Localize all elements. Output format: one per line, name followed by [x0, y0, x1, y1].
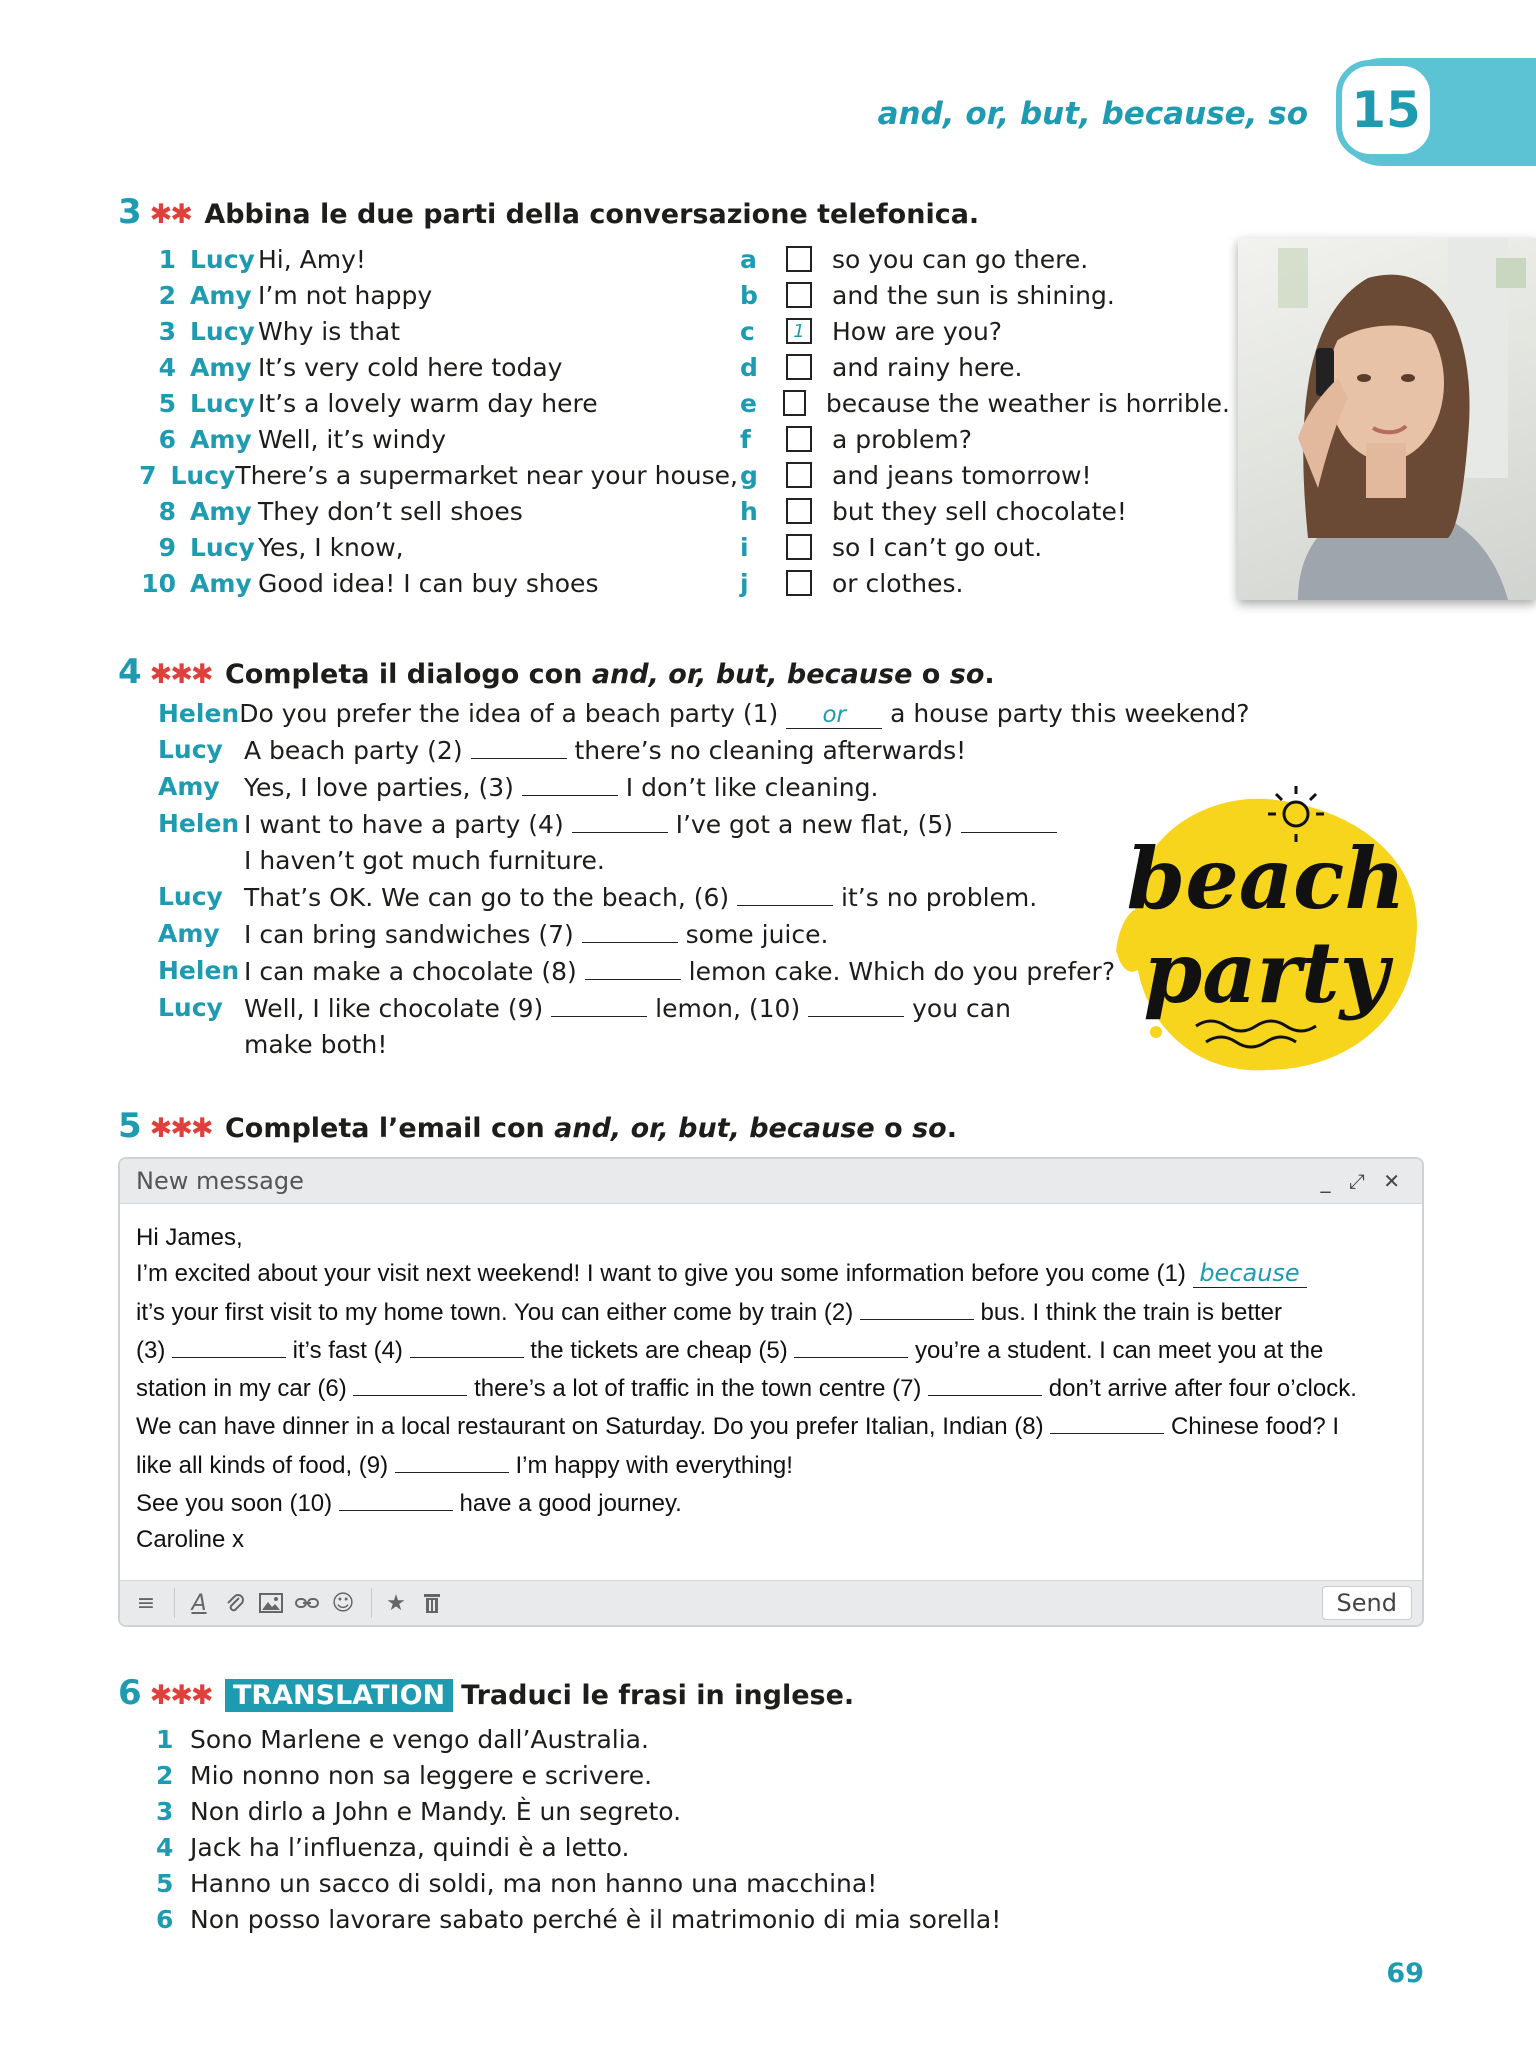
line-text: so I can’t go out.	[832, 532, 1043, 562]
email-line	[136, 1256, 1406, 1292]
item-number: 1	[156, 1725, 174, 1754]
exercise-instruction: Traduci le frasi in inglese.	[461, 1680, 855, 1711]
speaker: Amy	[190, 568, 252, 598]
exercise-number: 3	[118, 192, 142, 232]
list-item	[156, 1902, 1001, 1938]
email-text: have a good journey.	[452, 1490, 682, 1518]
email-blank-1[interactable]: because	[1193, 1261, 1307, 1288]
speaker: Amy	[158, 772, 220, 801]
line-text: Do you prefer the idea of a beach party (1)	[239, 699, 787, 728]
answer-box[interactable]	[786, 426, 812, 452]
dialogue-line	[158, 879, 1158, 916]
list-item	[156, 1758, 1001, 1794]
line-text: there’s no cleaning afterwards!	[566, 736, 967, 765]
answer-box[interactable]	[786, 570, 812, 596]
list-item	[156, 1722, 1001, 1758]
line-text: lemon cake. Which do you prefer?	[680, 957, 1116, 986]
woman-on-phone-illustration	[1238, 238, 1536, 600]
instruction-text: .	[984, 659, 995, 690]
answer-box[interactable]	[786, 246, 812, 272]
blank-9[interactable]	[551, 990, 647, 1017]
exercise-6-heading	[118, 1673, 854, 1713]
difficulty-stars: ✱✱	[149, 199, 191, 230]
list-item	[138, 457, 738, 493]
line-text: How are you?	[832, 316, 1003, 346]
exercise-5-heading	[118, 1106, 957, 1146]
link-icon[interactable]	[291, 1587, 323, 1619]
item-number: 6	[158, 424, 176, 454]
email-window	[118, 1157, 1424, 1627]
text-format-icon[interactable]: A	[191, 1590, 207, 1616]
list-item	[138, 493, 738, 529]
line-text: and jeans tomorrow!	[832, 460, 1092, 490]
dialogue-line	[158, 732, 1158, 769]
exercise-instruction: Abbina le due parti della conversazione telefonica.	[204, 199, 980, 230]
window-title: New message	[136, 1167, 304, 1195]
item-letter: f	[740, 424, 751, 454]
line-text: That’s OK. We can go to the beach, (6)	[244, 883, 738, 912]
instruction-keywords: and, or, but, because	[554, 1113, 875, 1144]
list-item	[740, 529, 1230, 565]
item-number: 3	[158, 316, 176, 346]
blank-6[interactable]	[737, 879, 833, 906]
line-text: I want to have a party (4)	[244, 810, 572, 839]
blank-4[interactable]	[572, 806, 668, 833]
dialogue-line	[158, 1027, 1158, 1063]
email-title-bar	[120, 1159, 1422, 1204]
conversation-first-parts	[138, 241, 738, 601]
line-text: some juice.	[677, 920, 829, 949]
speaker: Lucy	[158, 993, 223, 1022]
line-text: I can bring sandwiches (7)	[244, 920, 582, 949]
item-letter: b	[740, 280, 758, 310]
answer-box[interactable]: 1	[786, 318, 812, 344]
line-text: I’ve got a new flat, (5)	[667, 810, 961, 839]
instruction-text: o	[874, 1113, 913, 1144]
difficulty-stars: ✱✱✱	[149, 659, 212, 690]
email-blank-4[interactable]	[410, 1331, 524, 1358]
list-item	[740, 421, 1230, 457]
email-toolbar	[120, 1580, 1422, 1625]
email-blank-9[interactable]	[395, 1446, 509, 1473]
list-item	[740, 457, 1230, 493]
speaker: Amy	[190, 424, 252, 454]
line-text: Well, I like chocolate (9)	[244, 994, 552, 1023]
line-text: because the weather is horrible.	[825, 388, 1230, 418]
item-number: 8	[158, 496, 176, 526]
dialogue-line	[158, 769, 1158, 806]
line-text: lemon, (10)	[647, 994, 809, 1023]
dialogue-line	[158, 806, 1158, 843]
send-button[interactable]: Send	[1322, 1586, 1412, 1620]
speaker: Helen	[158, 956, 240, 985]
beach-party-splash	[1096, 770, 1436, 1090]
email-text: I’m excited about your visit next weekend! I want to give you some information before you come (1)	[136, 1260, 1193, 1288]
blank-5[interactable]	[961, 806, 1057, 833]
badge-word-beach: beach	[1126, 829, 1406, 928]
unit-topic: and, or, but, because, so	[877, 96, 1308, 132]
list-item	[138, 421, 738, 457]
sentence-text: Non dirlo a John e Mandy. È un segreto.	[190, 1797, 682, 1826]
item-number: 6	[156, 1905, 174, 1934]
line-text: or clothes.	[832, 568, 964, 598]
email-blank-6[interactable]	[353, 1369, 467, 1396]
sentence-text: Mio nonno non sa leggere e scrivere.	[190, 1761, 653, 1790]
line-text: a house party this weekend?	[882, 699, 1250, 728]
instruction-text: Completa l’email con	[224, 1113, 555, 1144]
item-number: 3	[156, 1797, 174, 1826]
item-number: 2	[158, 280, 176, 310]
email-text: station in my car (6)	[136, 1375, 354, 1403]
blank-1[interactable]: or	[786, 702, 882, 729]
item-letter: g	[740, 460, 758, 490]
line-text: I’m not happy	[258, 280, 433, 310]
list-item	[138, 529, 738, 565]
item-number: 7	[139, 460, 157, 490]
item-letter: h	[740, 496, 758, 526]
list-item	[138, 565, 738, 601]
exercise-number: 5	[118, 1106, 142, 1146]
line-text: but they sell chocolate!	[832, 496, 1127, 526]
item-letter: j	[740, 568, 749, 598]
list-item	[138, 313, 738, 349]
answer-box[interactable]	[786, 354, 812, 380]
list-item	[138, 241, 738, 277]
email-text: Chinese food? I	[1164, 1413, 1340, 1441]
email-text: I’m happy with everything!	[508, 1451, 793, 1479]
email-text: it’s fast (4)	[286, 1336, 410, 1364]
email-line	[136, 1331, 1406, 1369]
speaker: Helen	[158, 809, 240, 838]
exercise-number: 6	[118, 1673, 142, 1713]
line-text: a problem?	[832, 424, 972, 454]
item-letter: e	[740, 388, 757, 418]
list-item	[156, 1830, 1001, 1866]
email-line	[136, 1407, 1406, 1445]
exercise-4-heading	[118, 652, 995, 692]
email-blank-7[interactable]	[928, 1369, 1042, 1396]
item-number: 9	[158, 532, 176, 562]
line-text: make both!	[244, 1030, 388, 1059]
answer-box[interactable]	[786, 282, 812, 308]
speaker: Lucy	[190, 388, 255, 418]
answer-box[interactable]	[786, 462, 812, 488]
line-text: you can	[904, 994, 1011, 1023]
instruction-text: .	[946, 1113, 957, 1144]
unit-number: 15	[1336, 60, 1436, 160]
email-text: don’t arrive after four o’clock.	[1042, 1375, 1357, 1403]
list-item	[740, 565, 1230, 601]
toolbar-divider	[371, 1588, 372, 1618]
email-line	[136, 1446, 1406, 1484]
email-text: you’re a student. I can meet you at the	[908, 1336, 1324, 1364]
line-text: I can make a chocolate (8)	[244, 957, 585, 986]
item-number: 4	[156, 1833, 174, 1862]
line-text: There’s a supermarket near your house,	[235, 460, 738, 490]
line-text: They don’t sell shoes	[258, 496, 523, 526]
item-number: 5	[158, 388, 176, 418]
speaker: Helen	[158, 699, 240, 728]
email-signoff: Caroline x	[136, 1526, 245, 1554]
toolbar-divider	[174, 1588, 175, 1618]
speaker: Lucy	[158, 882, 223, 911]
email-blank-2[interactable]	[860, 1293, 974, 1320]
email-line	[136, 1293, 1406, 1331]
translation-badge: TRANSLATION	[225, 1679, 453, 1712]
email-blank-10[interactable]	[339, 1484, 453, 1511]
speaker: Amy	[190, 352, 252, 382]
speaker: Lucy	[190, 244, 255, 274]
list-item	[740, 277, 1230, 313]
email-blank-3[interactable]	[172, 1331, 286, 1358]
woman-on-phone-photo	[1238, 238, 1536, 600]
instruction-keyword: so	[949, 659, 985, 690]
email-text: bus. I think the train is better	[973, 1298, 1283, 1326]
blank-10[interactable]	[808, 990, 904, 1017]
email-text: the tickets are cheap (5)	[523, 1336, 795, 1364]
line-text: it’s no problem.	[833, 883, 1038, 912]
exercise-number: 4	[118, 652, 142, 692]
email-text: (3)	[136, 1336, 172, 1364]
trash-icon[interactable]	[416, 1587, 448, 1619]
email-body[interactable]	[120, 1204, 1422, 1559]
list-item	[138, 277, 738, 313]
line-text: Why is that	[258, 316, 400, 346]
email-line	[136, 1369, 1406, 1407]
speaker: Lucy	[190, 316, 255, 346]
instruction-text: Completa il dialogo con	[224, 659, 592, 690]
email-blank-5[interactable]	[794, 1331, 908, 1358]
email-blank-8[interactable]	[1050, 1407, 1164, 1434]
list-item	[138, 385, 738, 421]
dialogue-line	[158, 843, 1158, 879]
list-item	[740, 349, 1230, 385]
speaker	[158, 843, 244, 879]
line-text: Yes, I know,	[258, 532, 404, 562]
item-number: 5	[156, 1869, 174, 1898]
instruction-keywords: and, or, but, because	[591, 659, 913, 690]
list-item	[138, 349, 738, 385]
speaker: Amy	[190, 280, 252, 310]
exercise-3-heading	[118, 192, 979, 232]
dialogue-line	[158, 953, 1158, 990]
email-greeting: Hi James,	[136, 1224, 243, 1251]
dialogue-line	[158, 916, 1158, 953]
beach-party-badge	[1096, 770, 1436, 1090]
line-text: Good idea! I can buy shoes	[258, 568, 599, 598]
image-icon[interactable]	[255, 1587, 287, 1619]
line-text: A beach party (2)	[244, 736, 471, 765]
item-number: 1	[158, 244, 176, 274]
line-text: Hi, Amy!	[258, 244, 366, 274]
email-text: We can have dinner in a local restaurant on Saturday. Do you prefer Italian, Indian (8)	[136, 1413, 1051, 1441]
list-item	[740, 313, 1230, 349]
instruction-keyword: so	[912, 1113, 947, 1144]
item-letter: d	[740, 352, 758, 382]
item-letter: i	[740, 532, 749, 562]
item-number: 10	[141, 568, 176, 598]
blank-8[interactable]	[585, 953, 681, 980]
emoji-icon[interactable]: ☺	[331, 1590, 355, 1616]
speaker: Amy	[158, 919, 220, 948]
item-letter: c	[740, 316, 755, 346]
badge-word-party: party	[1143, 923, 1389, 1022]
speaker	[158, 1027, 244, 1063]
blank-3[interactable]	[522, 769, 618, 796]
item-number: 2	[156, 1761, 174, 1790]
dialogue-line	[158, 990, 1158, 1027]
conversation-second-parts	[740, 241, 1230, 601]
email-line	[136, 1484, 1406, 1522]
line-text: It’s very cold here today	[258, 352, 563, 382]
star-icon[interactable]: ★	[386, 1590, 406, 1616]
line-text: and the sun is shining.	[832, 280, 1115, 310]
answer-box[interactable]	[783, 390, 806, 416]
email-text: it’s your first visit to my home town. You can either come by train (2)	[136, 1298, 860, 1326]
page-number: 69	[1386, 1958, 1424, 1989]
list-item	[740, 241, 1230, 277]
speaker: Lucy	[158, 735, 223, 764]
list-item	[740, 385, 1230, 421]
item-letter: a	[740, 244, 757, 274]
instruction-text: o	[912, 659, 950, 690]
sentence-text: Non posso lavorare sabato perché è il matrimonio di mia sorella!	[190, 1905, 1002, 1934]
attachment-icon[interactable]	[219, 1587, 251, 1619]
answer-box[interactable]	[786, 498, 812, 524]
email-text: there’s a lot of traffic in the town centre (7)	[467, 1375, 929, 1403]
speaker: Amy	[190, 496, 252, 526]
window-controls[interactable]: _ ⤢ ✕	[1320, 1169, 1406, 1193]
speaker: Lucy	[190, 532, 255, 562]
line-text: Well, it’s windy	[258, 424, 446, 454]
sentence-text: Sono Marlene e vengo dall’Australia.	[190, 1725, 649, 1754]
difficulty-stars: ✱✱✱	[149, 1680, 212, 1711]
line-text: Yes, I love parties, (3)	[244, 773, 522, 802]
line-text: and rainy here.	[832, 352, 1023, 382]
item-number: 4	[158, 352, 176, 382]
blank-2[interactable]	[471, 732, 567, 759]
list-item	[740, 493, 1230, 529]
list-item	[156, 1866, 1001, 1902]
blank-7[interactable]	[582, 916, 678, 943]
translation-list	[156, 1722, 1001, 1938]
menu-icon[interactable]: ≡	[136, 1590, 156, 1616]
answer-box[interactable]	[786, 534, 812, 560]
sentence-text: Hanno un sacco di soldi, ma non hanno una macchina!	[190, 1869, 878, 1898]
dialogue-line	[158, 696, 1250, 732]
speaker: Lucy	[170, 460, 236, 490]
email-text: like all kinds of food, (9)	[136, 1451, 395, 1479]
sentence-text: Jack ha l’influenza, quindi è a letto.	[190, 1833, 630, 1862]
difficulty-stars: ✱✱✱	[149, 1113, 212, 1144]
email-text: See you soon (10)	[136, 1490, 339, 1518]
line-text: I don’t like cleaning.	[617, 773, 879, 802]
line-text: It’s a lovely warm day here	[258, 388, 598, 418]
line-text: so you can go there.	[832, 244, 1089, 274]
list-item	[156, 1794, 1001, 1830]
line-text: I haven’t got much furniture.	[244, 846, 605, 875]
dialogue	[158, 696, 1250, 1063]
